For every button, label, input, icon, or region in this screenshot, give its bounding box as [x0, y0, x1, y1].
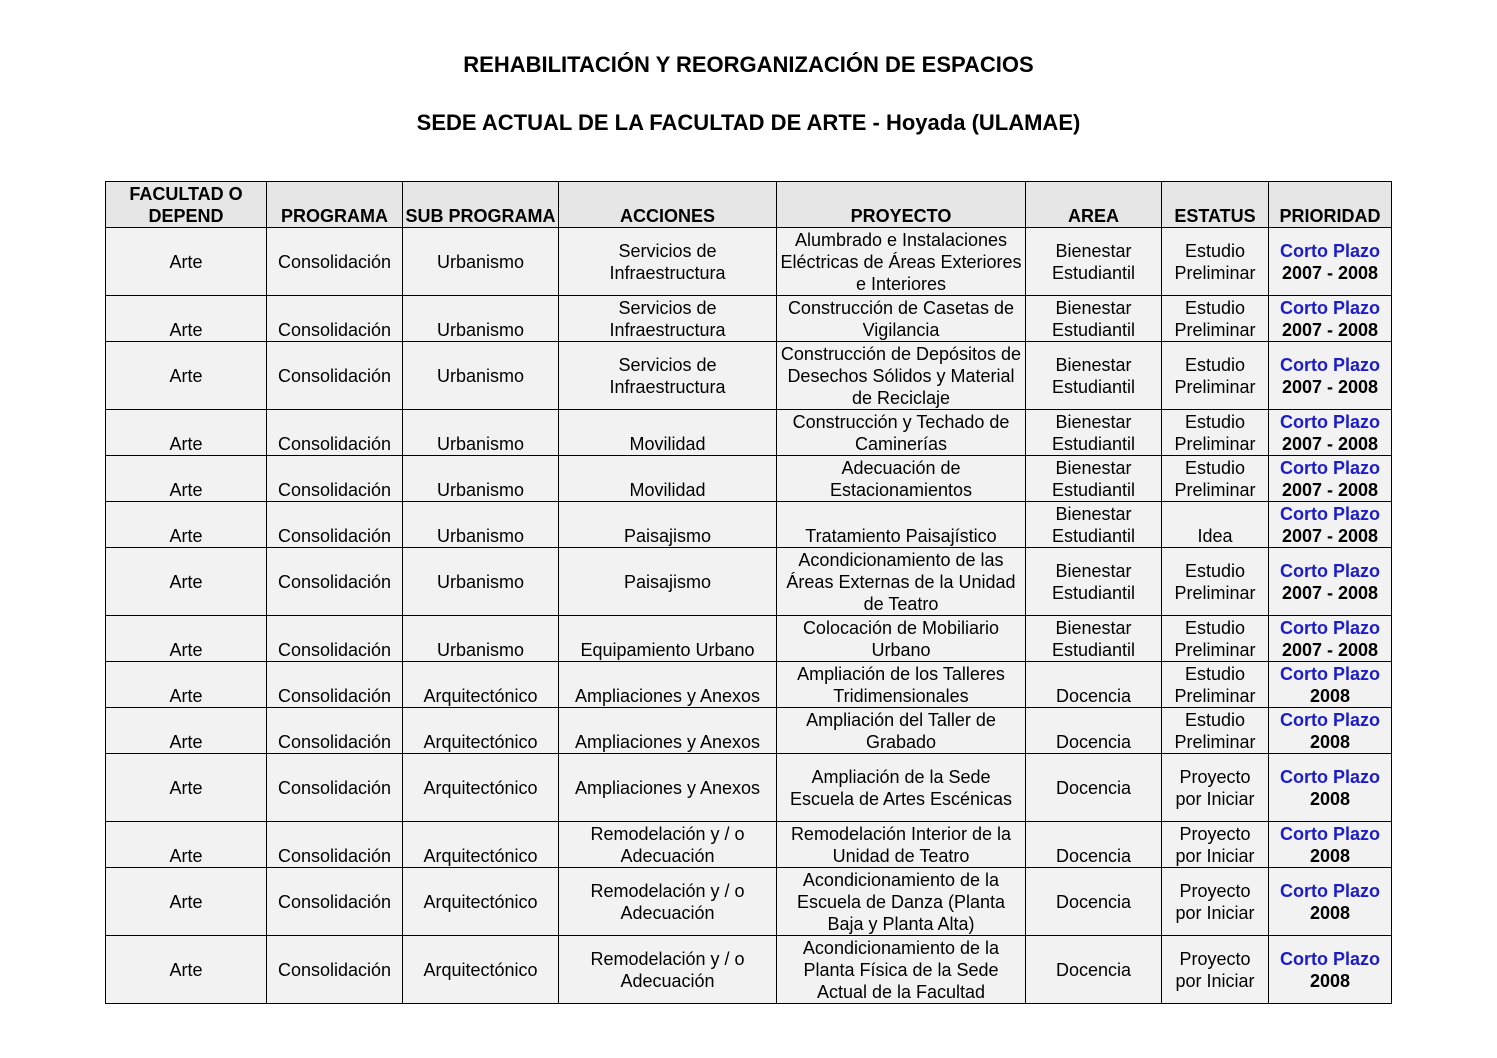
- cell-acciones: Ampliaciones y Anexos: [559, 708, 777, 754]
- cell-acciones: Movilidad: [559, 456, 777, 502]
- cell-subprograma: Arquitectónico: [403, 868, 559, 936]
- cell-acciones: Servicios de Infraestructura: [559, 296, 777, 342]
- document-subtitle: SEDE ACTUAL DE LA FACULTAD DE ARTE - Hoyada (ULAMAE): [416, 110, 1081, 135]
- cell-prioridad: [1269, 662, 1392, 708]
- cell-area: Docencia: [1026, 754, 1162, 822]
- cell-prioridad: [1269, 822, 1392, 868]
- priority-year: 2007 - 2008: [1281, 640, 1379, 660]
- col-header-area: AREA: [1026, 182, 1162, 228]
- cell-estatus: Estudio Preliminar: [1162, 548, 1269, 616]
- cell-subprograma: Urbanismo: [403, 296, 559, 342]
- table-row: [106, 822, 1392, 868]
- cell-proyecto: Acondicionamiento de la Escuela de Danza (Planta Baja y Planta Alta): [777, 868, 1026, 936]
- priority-year: 2008: [1309, 846, 1351, 866]
- cell-prioridad: [1269, 548, 1392, 616]
- cell-prioridad: [1269, 228, 1392, 296]
- cell-programa: Consolidación: [267, 502, 403, 548]
- cell-estatus: Idea: [1162, 502, 1269, 548]
- cell-prioridad: [1269, 342, 1392, 410]
- col-header-programa: PROGRAMA: [267, 182, 403, 228]
- priority-term: Corto Plazo: [1279, 458, 1380, 478]
- cell-prioridad: [1269, 708, 1392, 754]
- priority-year: 2007 - 2008: [1281, 434, 1379, 454]
- cell-facultad: Arte: [106, 708, 267, 754]
- cell-subprograma: Arquitectónico: [403, 662, 559, 708]
- cell-facultad: Arte: [106, 502, 267, 548]
- table-row: [106, 410, 1392, 456]
- cell-prioridad: [1269, 410, 1392, 456]
- cell-programa: Consolidación: [267, 662, 403, 708]
- cell-proyecto: Acondicionamiento de las Áreas Externas de la Unidad de Teatro: [777, 548, 1026, 616]
- cell-prioridad: [1269, 936, 1392, 1004]
- cell-subprograma: Arquitectónico: [403, 822, 559, 868]
- priority-term: Corto Plazo: [1279, 710, 1380, 730]
- table-row: [106, 342, 1392, 410]
- cell-area: Docencia: [1026, 708, 1162, 754]
- table-row: [106, 708, 1392, 754]
- cell-area: Bienestar Estudiantil: [1026, 228, 1162, 296]
- cell-programa: Consolidación: [267, 822, 403, 868]
- priority-term: Corto Plazo: [1279, 824, 1380, 844]
- cell-acciones: Ampliaciones y Anexos: [559, 662, 777, 708]
- cell-proyecto: Alumbrado e Instalaciones Eléctricas de Áreas Exteriores e Interiores: [777, 228, 1026, 296]
- cell-acciones: Paisajismo: [559, 502, 777, 548]
- document-title: REHABILITACIÓN Y REORGANIZACIÓN DE ESPACIOS: [463, 52, 1034, 77]
- cell-area: Bienestar Estudiantil: [1026, 456, 1162, 502]
- cell-acciones: Remodelación y / o Adecuación: [559, 822, 777, 868]
- priority-term: Corto Plazo: [1279, 664, 1380, 684]
- table-row: [106, 662, 1392, 708]
- cell-subprograma: Urbanismo: [403, 548, 559, 616]
- cell-acciones: Remodelación y / o Adecuación: [559, 936, 777, 1004]
- priority-term: Corto Plazo: [1279, 560, 1380, 581]
- priority-term: Corto Plazo: [1279, 618, 1380, 638]
- table-header-row: [106, 182, 1392, 228]
- cell-facultad: Arte: [106, 342, 267, 410]
- cell-estatus: Estudio Preliminar: [1162, 708, 1269, 754]
- priority-year: 2007 - 2008: [1281, 582, 1379, 603]
- cell-estatus: Estudio Preliminar: [1162, 296, 1269, 342]
- priority-term: Corto Plazo: [1279, 412, 1380, 432]
- cell-facultad: Arte: [106, 548, 267, 616]
- table-row: [106, 936, 1392, 1004]
- cell-facultad: Arte: [106, 754, 267, 822]
- cell-facultad: Arte: [106, 456, 267, 502]
- cell-programa: Consolidación: [267, 296, 403, 342]
- priority-year: 2008: [1309, 970, 1351, 991]
- projects-table: [105, 181, 1392, 1004]
- cell-estatus: Proyecto por Iniciar: [1162, 936, 1269, 1004]
- priority-year: 2008: [1309, 902, 1351, 923]
- cell-subprograma: Arquitectónico: [403, 754, 559, 822]
- cell-area: Bienestar Estudiantil: [1026, 342, 1162, 410]
- table-row: [106, 616, 1392, 662]
- cell-area: Bienestar Estudiantil: [1026, 296, 1162, 342]
- cell-facultad: Arte: [106, 868, 267, 936]
- table-row: [106, 868, 1392, 936]
- cell-programa: Consolidación: [267, 228, 403, 296]
- cell-estatus: Estudio Preliminar: [1162, 410, 1269, 456]
- cell-estatus: Estudio Preliminar: [1162, 662, 1269, 708]
- cell-acciones: Movilidad: [559, 410, 777, 456]
- cell-subprograma: Arquitectónico: [403, 708, 559, 754]
- col-header-facultad: FACULTAD O DEPEND: [106, 182, 267, 228]
- cell-proyecto: Construcción de Casetas de Vigilancia: [777, 296, 1026, 342]
- table-row: [106, 228, 1392, 296]
- cell-programa: Consolidación: [267, 708, 403, 754]
- cell-estatus: Proyecto por Iniciar: [1162, 754, 1269, 822]
- cell-programa: Consolidación: [267, 936, 403, 1004]
- priority-year: 2008: [1309, 788, 1351, 809]
- priority-year: 2007 - 2008: [1281, 480, 1379, 500]
- cell-estatus: Proyecto por Iniciar: [1162, 822, 1269, 868]
- priority-year: 2008: [1309, 686, 1351, 706]
- cell-prioridad: [1269, 754, 1392, 822]
- priority-year: 2007 - 2008: [1281, 526, 1379, 546]
- cell-proyecto: Tratamiento Paisajístico: [777, 502, 1026, 548]
- priority-year: 2007 - 2008: [1281, 262, 1379, 283]
- table-row: [106, 296, 1392, 342]
- priority-year: 2008: [1309, 732, 1351, 752]
- cell-proyecto: Construcción y Techado de Caminerías: [777, 410, 1026, 456]
- col-header-estatus: ESTATUS: [1162, 182, 1269, 228]
- cell-proyecto: Ampliación del Taller de Grabado: [777, 708, 1026, 754]
- cell-estatus: Estudio Preliminar: [1162, 456, 1269, 502]
- cell-programa: Consolidación: [267, 410, 403, 456]
- cell-area: Bienestar Estudiantil: [1026, 616, 1162, 662]
- cell-proyecto: Colocación de Mobiliario Urbano: [777, 616, 1026, 662]
- cell-programa: Consolidación: [267, 342, 403, 410]
- cell-proyecto: Acondicionamiento de la Planta Física de la Sede Actual de la Facultad: [777, 936, 1026, 1004]
- cell-acciones: Servicios de Infraestructura: [559, 342, 777, 410]
- priority-term: Corto Plazo: [1279, 948, 1380, 969]
- cell-programa: Consolidación: [267, 868, 403, 936]
- cell-prioridad: [1269, 616, 1392, 662]
- table-row: [106, 548, 1392, 616]
- col-header-subprograma: SUB PROGRAMA: [403, 182, 559, 228]
- cell-subprograma: Urbanismo: [403, 410, 559, 456]
- cell-facultad: Arte: [106, 616, 267, 662]
- cell-facultad: Arte: [106, 410, 267, 456]
- cell-facultad: Arte: [106, 662, 267, 708]
- cell-acciones: Ampliaciones y Anexos: [559, 754, 777, 822]
- cell-proyecto: Adecuación de Estacionamientos: [777, 456, 1026, 502]
- cell-estatus: Estudio Preliminar: [1162, 228, 1269, 296]
- cell-proyecto: Remodelación Interior de la Unidad de Teatro: [777, 822, 1026, 868]
- cell-area: Docencia: [1026, 936, 1162, 1004]
- priority-term: Corto Plazo: [1279, 504, 1380, 524]
- priority-term: Corto Plazo: [1279, 298, 1380, 318]
- cell-estatus: Estudio Preliminar: [1162, 342, 1269, 410]
- cell-subprograma: Urbanismo: [403, 616, 559, 662]
- col-header-acciones: ACCIONES: [559, 182, 777, 228]
- cell-facultad: Arte: [106, 296, 267, 342]
- cell-subprograma: Urbanismo: [403, 456, 559, 502]
- cell-subprograma: Urbanismo: [403, 342, 559, 410]
- table-row: [106, 754, 1392, 822]
- cell-prioridad: [1269, 296, 1392, 342]
- cell-programa: Consolidación: [267, 616, 403, 662]
- cell-prioridad: [1269, 456, 1392, 502]
- cell-acciones: Servicios de Infraestructura: [559, 228, 777, 296]
- cell-proyecto: Ampliación de la Sede Escuela de Artes Escénicas: [777, 754, 1026, 822]
- cell-area: Bienestar Estudiantil: [1026, 548, 1162, 616]
- cell-acciones: Paisajismo: [559, 548, 777, 616]
- priority-year: 2007 - 2008: [1281, 376, 1379, 397]
- cell-prioridad: [1269, 502, 1392, 548]
- cell-facultad: Arte: [106, 936, 267, 1004]
- cell-estatus: Estudio Preliminar: [1162, 616, 1269, 662]
- cell-area: Bienestar Estudiantil: [1026, 410, 1162, 456]
- table-row: [106, 456, 1392, 502]
- cell-proyecto: Construcción de Depósitos de Desechos Sólidos y Material de Reciclaje: [777, 342, 1026, 410]
- cell-area: Docencia: [1026, 868, 1162, 936]
- cell-area: Docencia: [1026, 822, 1162, 868]
- priority-year: 2007 - 2008: [1281, 320, 1379, 340]
- cell-programa: Consolidación: [267, 754, 403, 822]
- cell-estatus: Proyecto por Iniciar: [1162, 868, 1269, 936]
- cell-programa: Consolidación: [267, 456, 403, 502]
- priority-term: Corto Plazo: [1279, 354, 1380, 375]
- cell-acciones: Remodelación y / o Adecuación: [559, 868, 777, 936]
- cell-facultad: Arte: [106, 822, 267, 868]
- cell-prioridad: [1269, 868, 1392, 936]
- cell-proyecto: Ampliación de los Talleres Tridimensionales: [777, 662, 1026, 708]
- table-row: [106, 502, 1392, 548]
- cell-area: Bienestar Estudiantil: [1026, 502, 1162, 548]
- cell-subprograma: Urbanismo: [403, 502, 559, 548]
- cell-facultad: Arte: [106, 228, 267, 296]
- cell-subprograma: Urbanismo: [403, 228, 559, 296]
- cell-area: Docencia: [1026, 662, 1162, 708]
- cell-acciones: Equipamiento Urbano: [559, 616, 777, 662]
- cell-subprograma: Arquitectónico: [403, 936, 559, 1004]
- col-header-prioridad: PRIORIDAD: [1269, 182, 1392, 228]
- priority-term: Corto Plazo: [1279, 880, 1380, 901]
- col-header-proyecto: PROYECTO: [777, 182, 1026, 228]
- priority-term: Corto Plazo: [1279, 766, 1380, 787]
- priority-term: Corto Plazo: [1279, 240, 1380, 261]
- cell-programa: Consolidación: [267, 548, 403, 616]
